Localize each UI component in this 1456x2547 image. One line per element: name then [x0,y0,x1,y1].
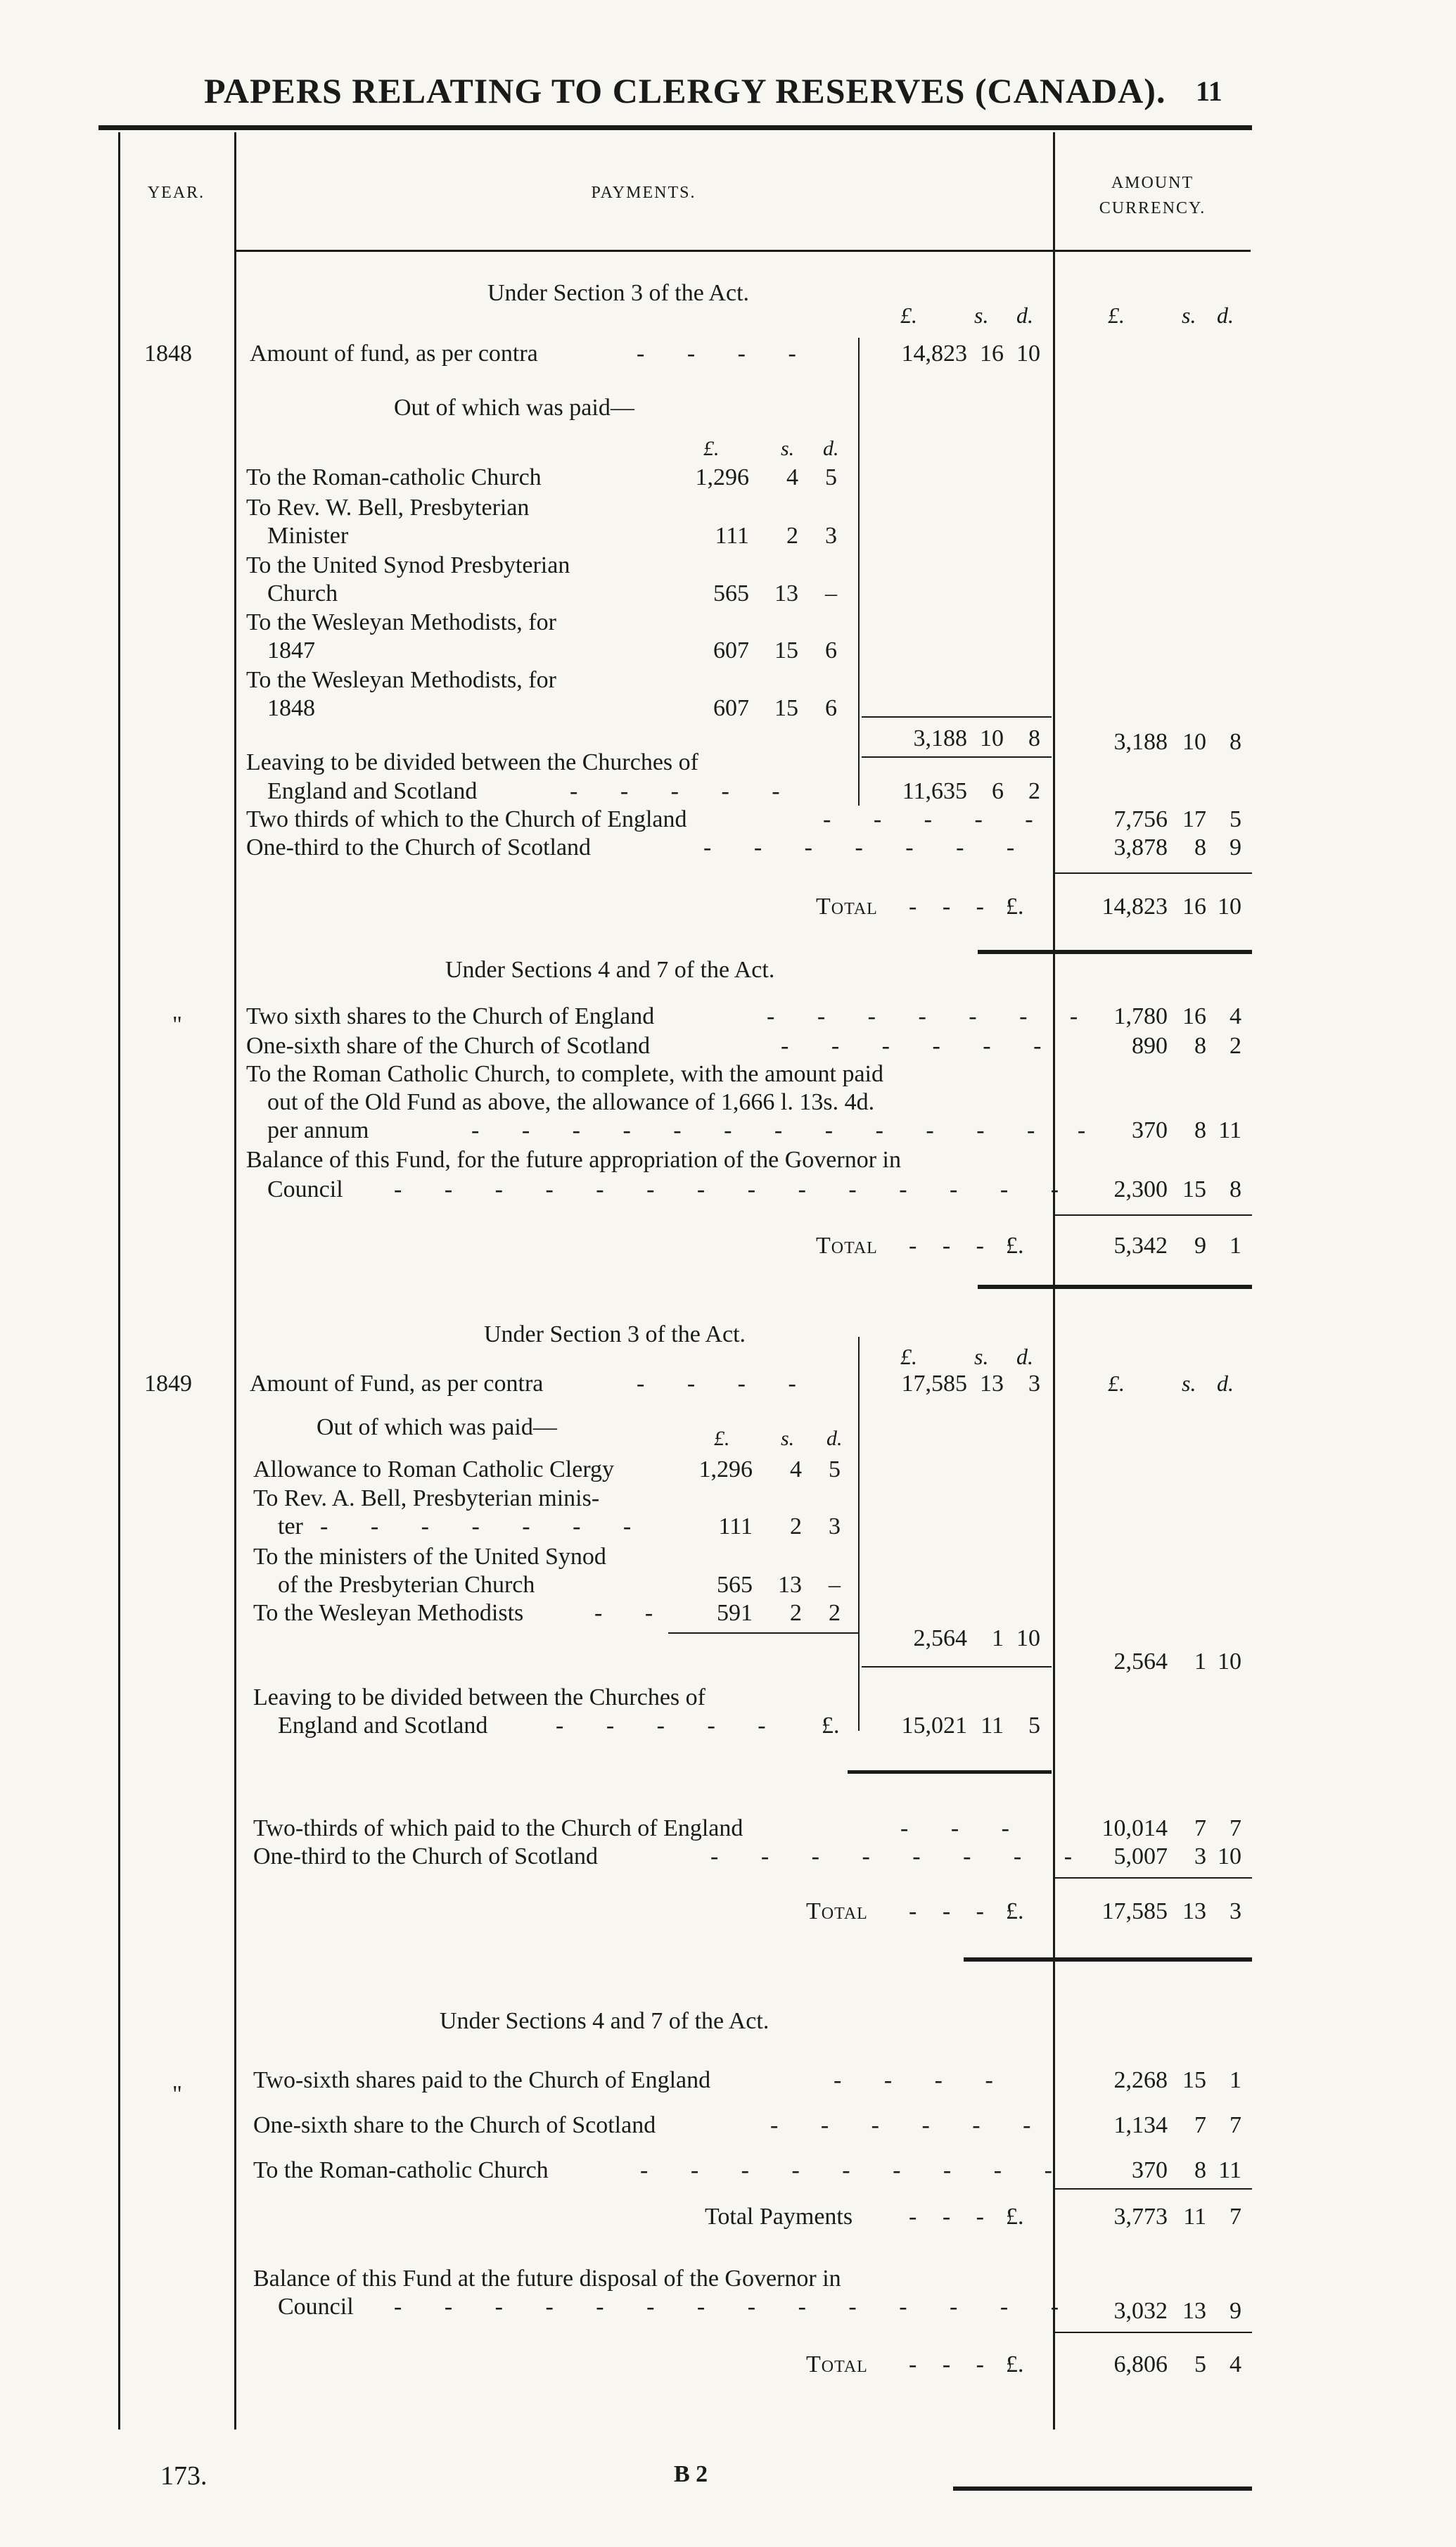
leaving-pence: 2 [1028,778,1040,804]
item-pence: 3 [829,1513,841,1539]
total-rule [1055,1214,1252,1216]
payment-item: To the Roman-catholic Church [246,464,542,490]
subtotal-right-pounds: 2,564 [1113,1649,1168,1675]
item-pounds: 1,296 [695,464,749,490]
total-pence: 3 [1230,1898,1241,1924]
leaving-shillings: 6 [992,778,1004,804]
payment-item-cont: Minister [267,523,349,549]
payment-item: To Rev. A. Bell, Presbyterian minis- [253,1485,600,1511]
total-rule [1055,1877,1252,1879]
balance-label-cont: Council [278,2294,354,2320]
roman-catholic-label-cont: out of the Old Fund as above, the allowance of 1,666 l. 13s. 4d. [267,1089,875,1115]
payment-item-cont: 1847 [267,637,315,663]
share-pounds: 370 [1132,2157,1168,2183]
leader-dots: - - - - - - - - - [640,2157,1071,2183]
section-heading: Under Section 3 of the Act. [487,280,750,306]
payment-item: Allowance to Roman Catholic Clergy [253,1456,615,1482]
total-label: Total [806,2351,868,2377]
total-unit: £. [1006,1233,1024,1259]
total-label: Total [816,1233,878,1259]
leader-dots: - - - - - - - [767,1003,1097,1029]
paid-heading: Out of which was paid— [394,395,634,421]
share-pence: 11 [1218,1117,1241,1143]
share-shillings: 7 [1194,1815,1206,1841]
total-pounds: 17,585 [1101,1898,1168,1924]
pence-unit-label: d. [1016,303,1033,328]
shilling-unit-label: s. [781,1427,795,1450]
pound-unit-label: £. [1108,1371,1125,1396]
fund-label: Amount of fund, as per contra [250,341,538,367]
item-pence: – [825,580,837,606]
leaving-unit: £. [822,1713,840,1739]
share-label: To the Roman-catholic Church [253,2157,549,2183]
leader-dots: - - - - - [570,778,798,804]
total-unit: £. [1006,2351,1024,2377]
pound-unit-label: £. [714,1427,730,1450]
total-payments-pence: 7 [1230,2204,1241,2230]
balance-label: Balance of this Fund at the future disposal of the Governor in [253,2266,841,2292]
fund-pounds: 14,823 [901,341,967,367]
share-shillings: 17 [1182,806,1206,832]
column-header-rule [234,250,1251,252]
leader-dots: - - - - - [556,1713,784,1739]
leader-dots: - - - - - - - [320,1513,650,1539]
total-payments-pounds: 3,773 [1113,2204,1168,2230]
subtotal-pounds: 3,188 [913,725,967,751]
leader-dots: - - - [909,1898,994,1924]
total-payments-label: Total Payments [705,2204,853,2230]
leader-dots: - - - [900,1815,1028,1841]
subtotal-right-rule [862,756,1052,758]
item-shillings: 13 [778,1572,802,1598]
share-label: Two-thirds of which paid to the Church of England [253,1815,743,1841]
section-heading: Under Sections 4 and 7 of the Act. [445,957,775,983]
total-rule [1055,2332,1252,2333]
total-pounds: 6,806 [1113,2351,1168,2377]
balance-pence: 8 [1230,1176,1241,1202]
pence-unit-label: d. [1217,1371,1234,1396]
payment-item: To Rev. W. Bell, Presbyterian [246,495,530,521]
pound-unit-label: £. [900,303,917,328]
leader-dots: - - - - [637,1371,815,1397]
leaving-pence: 5 [1028,1713,1040,1739]
leaving-label-cont: England and Scotland [267,778,478,804]
fund-pence: 10 [1016,341,1040,367]
paid-heading: Out of which was paid— [317,1414,557,1440]
shilling-unit-label: s. [1182,303,1196,328]
share-shillings: 8 [1194,1117,1206,1143]
payment-item: To the ministers of the United Synod [253,1544,606,1570]
item-pounds: 607 [713,637,749,663]
item-shillings: 2 [790,1513,802,1539]
footer-folio: 173. [160,2461,207,2491]
column-rule-payments [234,132,236,2430]
share-pounds: 5,007 [1113,1843,1168,1869]
total-payments-unit: £. [1006,2204,1024,2230]
item-shillings: 4 [786,464,798,490]
subtotal-pence: 8 [1028,725,1040,751]
inner-rule [858,338,860,806]
item-pounds: 565 [717,1572,753,1598]
item-shillings: 2 [786,523,798,549]
total-label: Total [816,894,878,920]
fund-pounds: 17,585 [901,1371,967,1397]
year-1848: 1848 [144,341,192,367]
balance-label: Balance of this Fund, for the future appropriation of the Governor in [246,1147,901,1173]
ditto-mark: " [172,2081,182,2107]
share-label: Two-sixth shares paid to the Church of England [253,2067,711,2093]
leader-dots: - - [594,1600,672,1626]
item-pounds: 591 [717,1600,753,1626]
page-title: PAPERS RELATING TO CLERGY RESERVES (CANADA). [204,71,1166,110]
leaving-pounds: 15,021 [901,1713,967,1739]
share-pounds: 890 [1132,1033,1168,1059]
share-pence: 1 [1230,2067,1241,2093]
leader-dots: - - - - - - [770,2112,1049,2138]
share-label: One-sixth share to the Church of Scotland [253,2112,656,2138]
share-label: One-sixth share of the Church of Scotland [246,1033,651,1059]
fund-shillings: 16 [980,341,1004,367]
pound-unit-label: £. [900,1344,917,1369]
section-end-rule [978,950,1252,954]
share-pence: 4 [1230,1003,1241,1029]
amount-column-header-1: AMOUNT [1111,174,1194,192]
subtotal-rule [862,716,1052,718]
roman-catholic-label-cont: per annum [267,1117,369,1143]
column-rule-amount [1053,132,1055,2430]
leaving-end-rule [848,1770,1052,1774]
header-rule [98,125,1252,130]
subtotal-shillings: 10 [980,725,1004,751]
share-pence: 5 [1230,806,1241,832]
section-heading: Under Section 3 of the Act. [484,1321,746,1347]
item-shillings: 15 [774,695,798,721]
subtotal-right-pence: 10 [1218,1649,1241,1675]
leaving-shillings: 11 [981,1713,1004,1739]
item-shillings: 15 [774,637,798,663]
share-shillings: 16 [1182,1003,1206,1029]
payment-item-cont: of the Presbyterian Church [278,1572,535,1598]
item-pence: 3 [825,523,837,549]
subtotal-pounds: 2,564 [913,1625,967,1651]
share-label: Two sixth shares to the Church of England [246,1003,655,1029]
leader-dots: - - - - - - - - - - - - - - [394,1176,1078,1202]
pound-unit-label: £. [703,437,720,460]
balance-label-cont: Council [267,1176,343,1202]
share-pence: 11 [1218,2157,1241,2183]
share-pence: 2 [1230,1033,1241,1059]
share-pounds: 7,756 [1113,806,1168,832]
subtotal-right-shillings: 1 [1194,1649,1206,1675]
total-shillings: 9 [1194,1233,1206,1259]
total-pounds: 5,342 [1113,1233,1168,1259]
section-end-rule [978,1285,1252,1289]
share-shillings: 8 [1194,2157,1206,2183]
item-pence: – [829,1572,841,1598]
total-pence: 1 [1230,1233,1241,1259]
leader-dots: - - - [909,1233,994,1259]
roman-catholic-label: To the Roman Catholic Church, to complete, with the amount paid [246,1061,883,1087]
section-end-rule [953,2486,1252,2491]
shilling-unit-label: s. [1182,1371,1196,1396]
total-pounds: 14,823 [1101,894,1168,920]
share-shillings: 3 [1194,1843,1206,1869]
pence-unit-label: d. [826,1427,843,1450]
subtotal-right-pounds: 3,188 [1113,729,1168,755]
item-shillings: 4 [790,1456,802,1482]
total-shillings: 13 [1182,1898,1206,1924]
share-pounds: 370 [1132,1117,1168,1143]
pound-unit-label: £. [1108,303,1125,328]
leader-dots: - - - - [834,2067,1011,2093]
total-rule [1055,872,1252,874]
item-pence: 6 [825,637,837,663]
payment-item: To the Wesleyan Methodists, for [246,667,556,693]
share-pence: 10 [1218,1843,1241,1869]
amount-column-header-2: CURRENCY. [1099,199,1206,217]
share-label: Two thirds of which to the Church of England [246,806,687,832]
payment-item-cont: Church [267,580,338,606]
leader-dots: - - - - - - [781,1033,1060,1059]
total-shillings: 5 [1194,2351,1206,2377]
share-label: One-third to the Church of Scotland [253,1843,599,1869]
fund-label: Amount of Fund, as per contra [250,1371,544,1397]
total-label: Total [806,1898,868,1924]
payment-item: To the Wesleyan Methodists, for [246,609,556,635]
shilling-unit-label: s. [974,1344,989,1369]
year-column-header: YEAR. [147,184,205,202]
item-shillings: 13 [774,580,798,606]
payment-item: To the Wesleyan Methodists [253,1600,524,1626]
footer-signature: B 2 [674,2461,708,2487]
share-pounds: 3,878 [1113,834,1168,860]
item-pence: 6 [825,695,837,721]
balance-shillings: 15 [1182,1176,1206,1202]
leaving-pounds: 11,635 [902,778,967,804]
share-pence: 7 [1230,1815,1241,1841]
pence-unit-label: d. [1016,1344,1033,1369]
leader-dots: - - - - - - - [703,834,1033,860]
item-shillings: 2 [790,1600,802,1626]
leader-dots: - - - [909,894,994,920]
leaving-label: Leaving to be divided between the Churches of [253,1684,705,1710]
item-pounds: 565 [713,580,749,606]
payment-item-cont: ter [278,1513,303,1539]
fund-shillings: 13 [980,1371,1004,1397]
total-payments-rule [1055,2188,1252,2190]
leaving-label-cont: England and Scotland [278,1713,488,1739]
share-pounds: 10,014 [1101,1815,1168,1841]
total-unit: £. [1006,894,1024,920]
balance-pence: 9 [1230,2298,1241,2324]
shilling-unit-label: s. [781,437,795,460]
payment-item-cont: 1848 [267,695,315,721]
balance-pounds: 3,032 [1113,2298,1168,2324]
total-pence: 10 [1218,894,1241,920]
leader-dots: - - - - - - - - - - - - - - [394,2294,1078,2320]
share-label: One-third to the Church of Scotland [246,834,592,860]
payment-item: To the United Synod Presbyterian [246,552,570,578]
item-pounds: 111 [715,523,749,549]
share-pounds: 2,268 [1113,2067,1168,2093]
total-unit: £. [1006,1898,1024,1924]
page-number: 11 [1196,75,1222,107]
section-end-rule [964,1957,1252,1962]
share-pence: 7 [1230,2112,1241,2138]
shilling-unit-label: s. [974,303,989,328]
share-shillings: 8 [1194,834,1206,860]
item-pounds: 607 [713,695,749,721]
subtotal-right-pence: 8 [1230,729,1241,755]
leaving-label: Leaving to be divided between the Churches of [246,749,698,775]
subtotal-right-shillings: 10 [1182,729,1206,755]
share-shillings: 7 [1194,2112,1206,2138]
share-shillings: 8 [1194,1033,1206,1059]
leader-dots: - - - - - - - - [710,1843,1091,1869]
subtotal-rule [668,1632,858,1634]
item-pence: 5 [825,464,837,490]
total-pence: 4 [1230,2351,1241,2377]
year-1849: 1849 [144,1371,192,1397]
leader-dots: - - - - - [823,806,1052,832]
subtotal-rule [862,1666,1052,1668]
fund-pence: 3 [1028,1371,1040,1397]
inner-rule [858,1337,860,1731]
share-shillings: 15 [1182,2067,1206,2093]
payments-column-header: PAYMENTS. [591,184,696,202]
leader-dots: - - - - - - - - - - - - - [471,1117,1104,1143]
item-pence: 2 [829,1600,841,1626]
column-rule-year [118,132,120,2430]
item-pence: 5 [829,1456,841,1482]
total-payments-shillings: 11 [1183,2204,1206,2230]
pence-unit-label: d. [1217,303,1234,328]
pence-unit-label: d. [823,437,839,460]
share-pence: 9 [1230,834,1241,860]
section-heading: Under Sections 4 and 7 of the Act. [440,2008,769,2034]
ditto-mark: " [172,1012,182,1038]
share-pounds: 1,780 [1113,1003,1168,1029]
balance-pounds: 2,300 [1113,1176,1168,1202]
share-pounds: 1,134 [1113,2112,1168,2138]
leader-dots: - - - - [637,341,815,367]
balance-shillings: 13 [1182,2298,1206,2324]
leader-dots: - - - [909,2351,994,2377]
item-pounds: 111 [718,1513,753,1539]
item-pounds: 1,296 [698,1456,753,1482]
subtotal-shillings: 1 [992,1625,1004,1651]
subtotal-pence: 10 [1016,1625,1040,1651]
leader-dots: - - - [909,2204,994,2230]
total-shillings: 16 [1182,894,1206,920]
